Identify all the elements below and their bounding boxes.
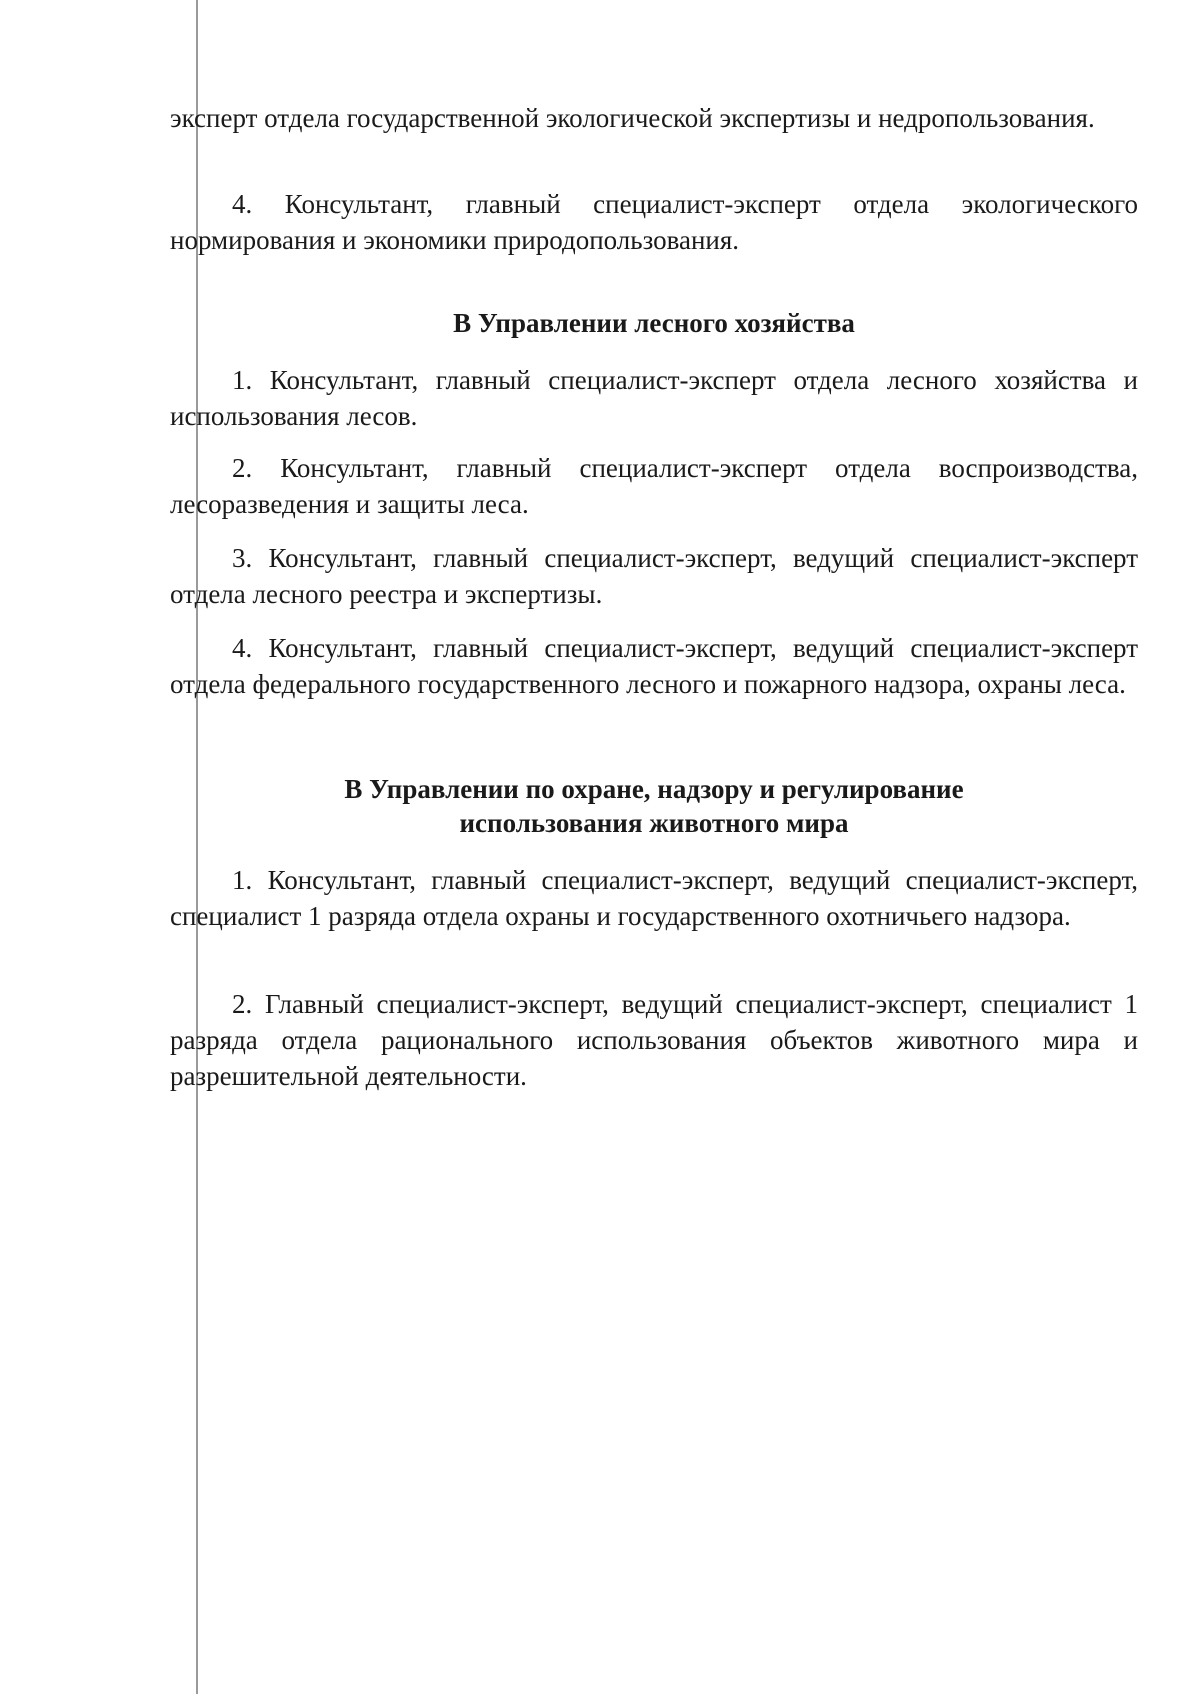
- wildlife-item-1: 1. Консультант, главный специалист-эксперт, ведущий специалист-эксперт, специалист 1 разряда отдела охраны и государственного охотничьего надзора.: [170, 865, 1138, 931]
- paragraph-block: [170, 862, 1138, 934]
- ecology-item-4: 4. Консультант, главный специалист-эксперт отдела экологического нормирования и экономики природопользования.: [170, 189, 1138, 255]
- forestry-item-3: 3. Консультант, главный специалист-эксперт, ведущий специалист-эксперт отдела лесного реестра и экспертизы.: [170, 543, 1138, 609]
- forestry-section-heading: В Управлении лесного хозяйства: [453, 308, 855, 338]
- section-heading-block: [170, 306, 1138, 340]
- forestry-item-4: 4. Консультант, главный специалист-эксперт, ведущий специалист-эксперт отдела федерального государственного лесного и пожарного надзора, охраны леса.: [170, 633, 1138, 699]
- paragraph-block: [170, 362, 1138, 434]
- paragraph-block: [170, 986, 1138, 1094]
- forestry-item-2: 2. Консультант, главный специалист-эксперт отдела воспроизводства, лесоразведения и защиты леса.: [170, 453, 1138, 519]
- paragraph-block: [170, 540, 1138, 612]
- paragraph-block: [170, 186, 1138, 258]
- paragraph-block: [170, 100, 1138, 136]
- wildlife-section-heading: [170, 772, 1138, 840]
- paragraph-block: [170, 450, 1138, 522]
- forestry-item-1: 1. Консультант, главный специалист-эксперт отдела лесного хозяйства и использования лесов.: [170, 365, 1138, 431]
- wildlife-item-2: 2. Главный специалист-эксперт, ведущий специалист-эксперт, специалист 1 разряда отдела рационального использования объектов животного мира и разрешительной деятельности.: [170, 989, 1138, 1091]
- intro-paragraph: эксперт отдела государственной экологической экспертизы и недропользования.: [170, 103, 1095, 133]
- wildlife-heading-line-1: В Управлении по охране, надзору и регулирование: [344, 774, 964, 804]
- wildlife-heading-line-2: использования животного мира: [459, 808, 849, 838]
- section-heading-block: [170, 772, 1138, 840]
- paragraph-block: [170, 630, 1138, 702]
